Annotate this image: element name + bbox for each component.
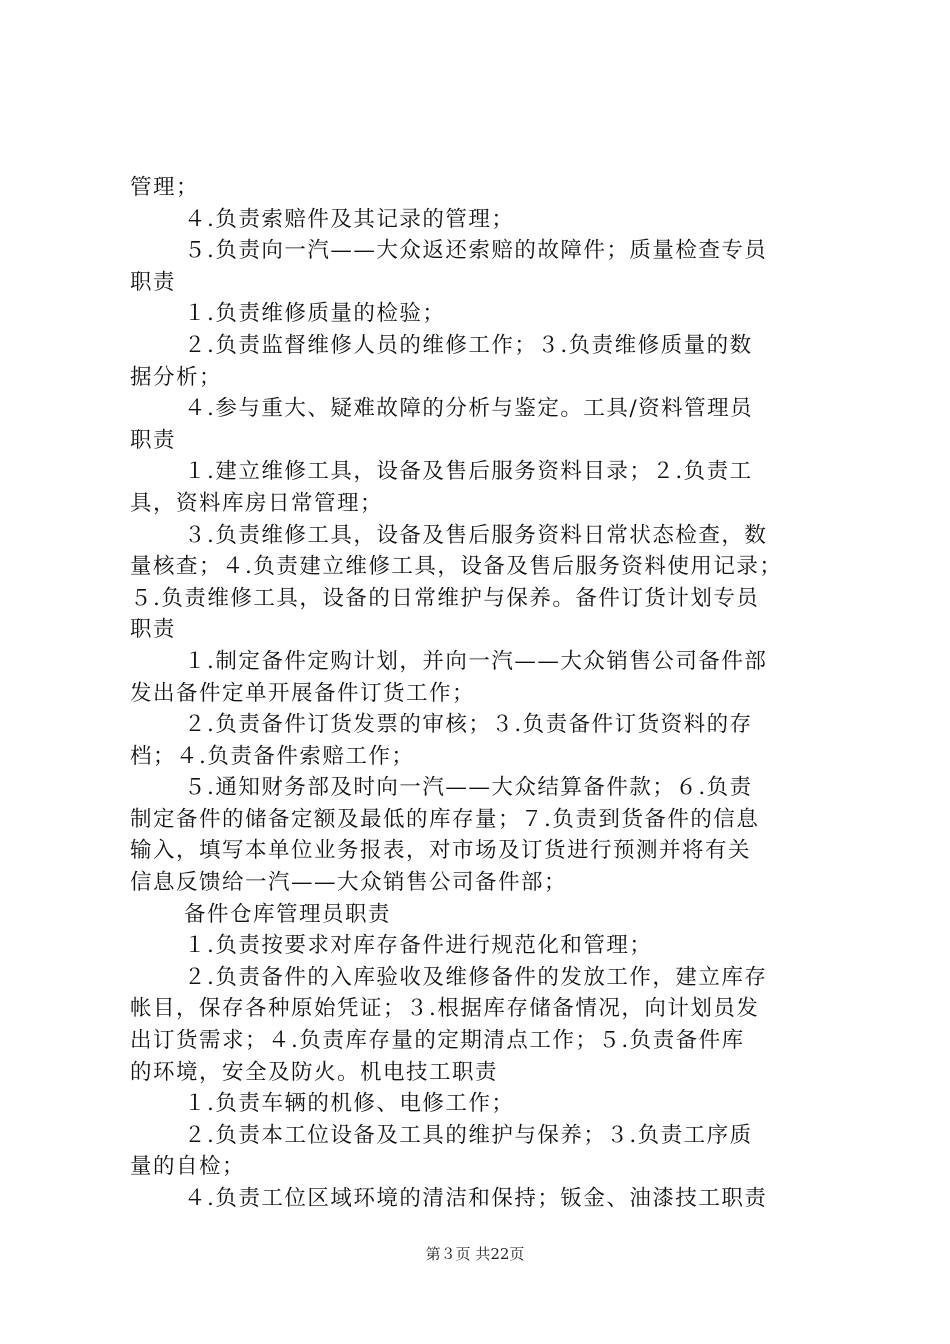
text-line: 档；４.负责备件索赔工作； (130, 743, 415, 769)
text-line: ３.负责维修工具，设备及售后服务资料日常状态检查，数 (184, 522, 768, 548)
text-line: ５.负责维修工具，设备的日常维护与保养。备件订货计划专员 (130, 585, 760, 611)
text-line: 信息反馈给一汽——大众销售公司备件部； (130, 870, 568, 896)
text-line: ４.负责索赔件及其记录的管理； (184, 206, 515, 232)
text-line: 职责 (130, 269, 177, 295)
text-line: ５.负责向一汽——大众返还索赔的故障件；质量检查专员 (184, 238, 768, 264)
text-line: 具，资料库房日常管理； (130, 490, 384, 516)
text-line: ２.负责本工位设备及工具的维护与保养；３.负责工序质 (184, 1122, 753, 1148)
text-line: 发出备件定单开展备件订货工作； (130, 680, 476, 706)
page-number-footer: 第３页 共22页 (425, 1245, 525, 1263)
text-line: ２.负责备件的入库验收及维修备件的发放工作，建立库存 (184, 964, 768, 990)
text-line: １.制定备件定购计划，并向一汽——大众销售公司备件部 (184, 648, 768, 674)
section-heading: 备件仓库管理员职责 (184, 901, 392, 927)
text-line: １.负责车辆的机修、电修工作； (184, 1091, 515, 1117)
text-line: １.负责按要求对库存备件进行规范化和管理； (184, 933, 653, 959)
text-line: 的环境，安全及防火。机电技工职责 (130, 1059, 499, 1085)
text-line: 制定备件的储备定额及最低的库存量；７.负责到货备件的信息 (130, 806, 760, 832)
text-line: 量核查；４.负责建立维修工具，设备及售后服务资料使用记录； (130, 554, 783, 580)
text-line: １.建立维修工具，设备及售后服务资料目录；２.负责工 (184, 459, 753, 485)
text-line: ５.通知财务部及时向一汽——大众结算备件款；６.负责 (184, 775, 753, 801)
text-line: 量的自检； (130, 1154, 246, 1180)
text-line: ２.负责监督维修人员的维修工作；３.负责维修质量的数 (184, 332, 753, 358)
text-line: 出订货需求；４.负责库存量的定期清点工作；５.负责备件库 (130, 1028, 745, 1054)
text-line: ４.负责工位区域环境的清洁和保持；钣金、油漆技工职责 (184, 1186, 768, 1211)
text-line: 输入，填写本单位业务报表，对市场及订货进行预测并将有关 (130, 838, 752, 864)
text-line: 据分析； (130, 364, 223, 390)
text-line: 帐目，保存各种原始凭证；３.根据库存储备情况，向计划员发 (130, 996, 760, 1022)
text-line: 职责 (130, 427, 177, 453)
text-line: 管理； (130, 175, 200, 200)
text-line: 职责 (130, 617, 177, 643)
text-line: ２.负责备件订货发票的审核；３.负责备件订货资料的存 (184, 712, 753, 738)
text-line: １.负责维修质量的检验； (184, 301, 446, 327)
text-line: ４.参与重大、疑难故障的分析与鉴定。工具/资料管理员 (184, 396, 754, 422)
document-body (130, 172, 830, 1215)
